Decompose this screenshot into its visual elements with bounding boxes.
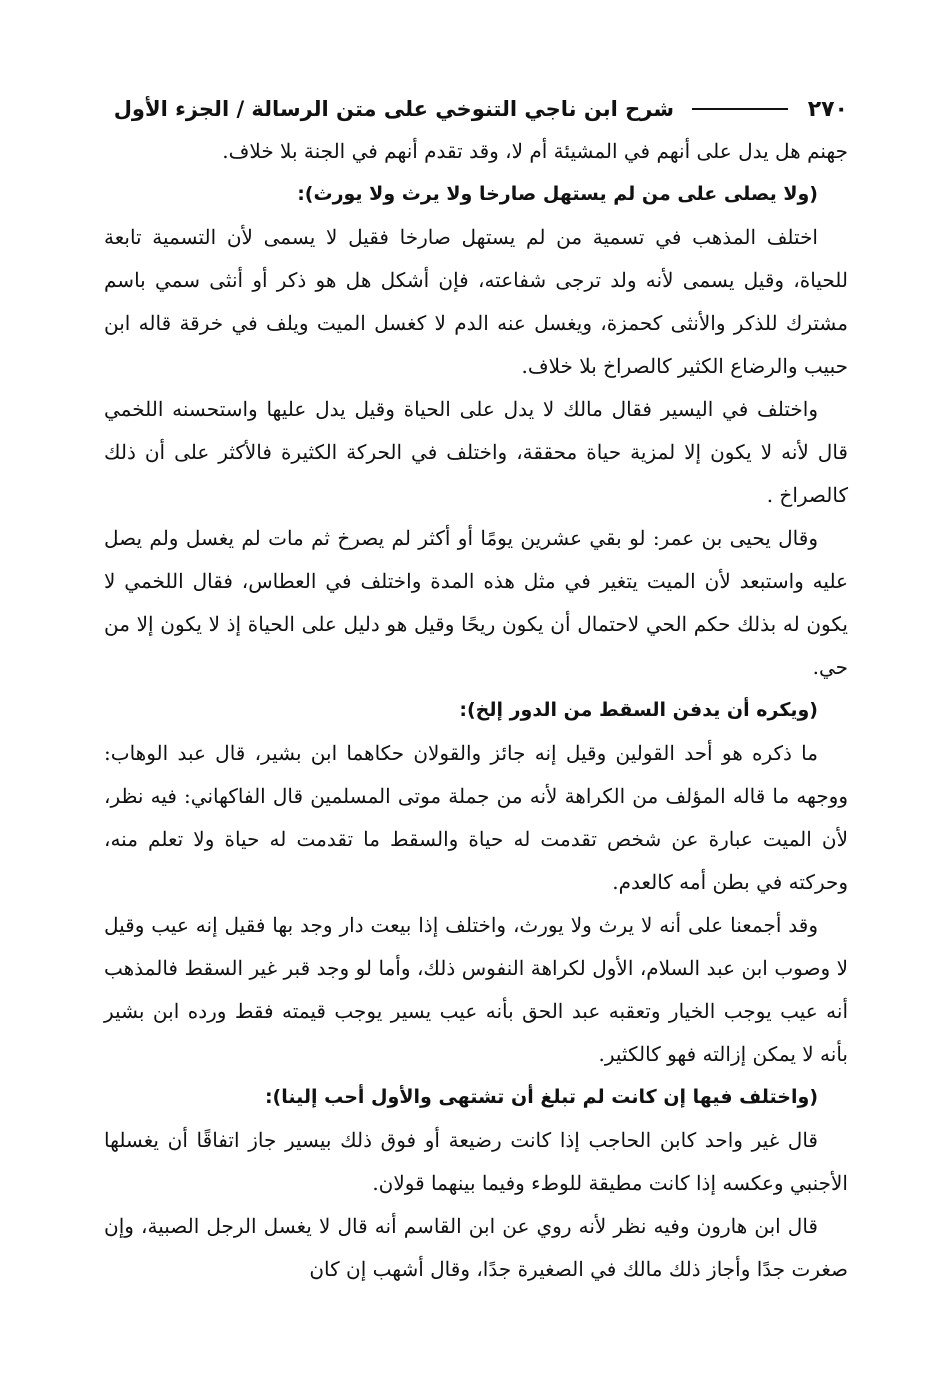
matn-heading: (واختلف فيها إن كانت لم تبلغ أن تشتهى والأول أحب إلينا): [264,1086,818,1108]
paragraph: وقد أجمعنا على أنه لا يرث ولا يورث، واختلف إذا بيعت دار وجد بها فقيل إنه عيب وقيل لا وصوب ابن عبد السلام، الأول لكراهة النفوس ذلك، وأما لو وجد قبر غير السقط فالمذهب أنه عيب يوجب الخيار وتعقبه عبد الحق بأنه عيب يسير يوجب قيمته فقط ورده ابن بشير بأنه لا يمكن إزالته فهو كالكثير. [104,913,848,1066]
header-rule [692,108,788,110]
paragraph: قال ابن هارون وفيه نظر لأنه روي عن ابن القاسم أنه قال لا يغسل الرجل الصبية، وإن صغرت جدًا وأجاز ذلك مالك في الصغيرة جدًا، وقال أشهب إن كان [104,1214,848,1281]
running-header [104,88,848,130]
book-page [104,88,848,1291]
page-body [104,130,848,1291]
matn-heading: (ويكره أن يدفن السقط من الدور إلخ): [459,699,818,721]
matn-heading: (ولا يصلى على من لم يستهل صارخا ولا يرث ولا يورث): [297,183,818,205]
paragraph: اختلف المذهب في تسمية من لم يستهل صارخا فقيل لا يسمى لأن التسمية تابعة للحياة، وقيل يسمى لأنه ولد ترجى شفاعته، فإن أشكل هل هو ذكر أو أنثى سمي باسم مشترك للذكر والأنثى كحمزة، ويغسل عنه الدم لا كغسل الميت ويلف في خرقة قاله ابن حبيب والرضاع الكثير كالصراخ بلا خلاف. [104,225,848,378]
paragraph: ما ذكره هو أحد القولين وقيل إنه جائز والقولان حكاهما ابن بشير، قال عبد الوهاب: ووجهه ما قاله المؤلف من الكراهة لأنه من جملة موتى المسلمين قال الفاكهاني: فيه نظر، لأن الميت عبارة عن شخص تقدمت له حياة والسقط ما تقدمت له حياة ولا تعلم منه، وحركته في بطن أمه كالعدم. [104,741,848,894]
paragraph: قال غير واحد كابن الحاجب إذا كانت رضيعة أو فوق ذلك بيسير جاز اتفاقًا أن يغسلها الأجنبي وعكسه إذا كانت مطيقة للوطء وفيما بينهما قولان. [104,1128,848,1195]
paragraph: وقال يحيى بن عمر: لو بقي عشرين يومًا أو أكثر لم يصرخ ثم مات لم يغسل ولم يصل عليه واستبعد لأن الميت يتغير في مثل هذه المدة واختلف في العطاس، فقال اللخمي لا يكون له بذلك حكم الحي لاحتمال أن يكون ريحًا وقيل هو دليل على الحياة إذ لا يكون إلا من حي. [104,526,848,679]
book-title: شرح ابن ناجي التنوخي على متن الرسالة / الجزء الأول [113,97,674,121]
paragraph: واختلف في اليسير فقال مالك لا يدل على الحياة وقيل يدل عليها واستحسنه اللخمي قال لأنه لا يكون إلا لمزية حياة محققة، واختلف في الحركة الكثيرة فالأكثر على أن ذلك كالصراخ . [104,397,848,507]
paragraph: جهنم هل يدل على أنهم في المشيئة أم لا، وقد تقدم أنهم في الجنة بلا خلاف. [222,139,848,163]
page-number: ٢٧٠ [807,96,848,122]
